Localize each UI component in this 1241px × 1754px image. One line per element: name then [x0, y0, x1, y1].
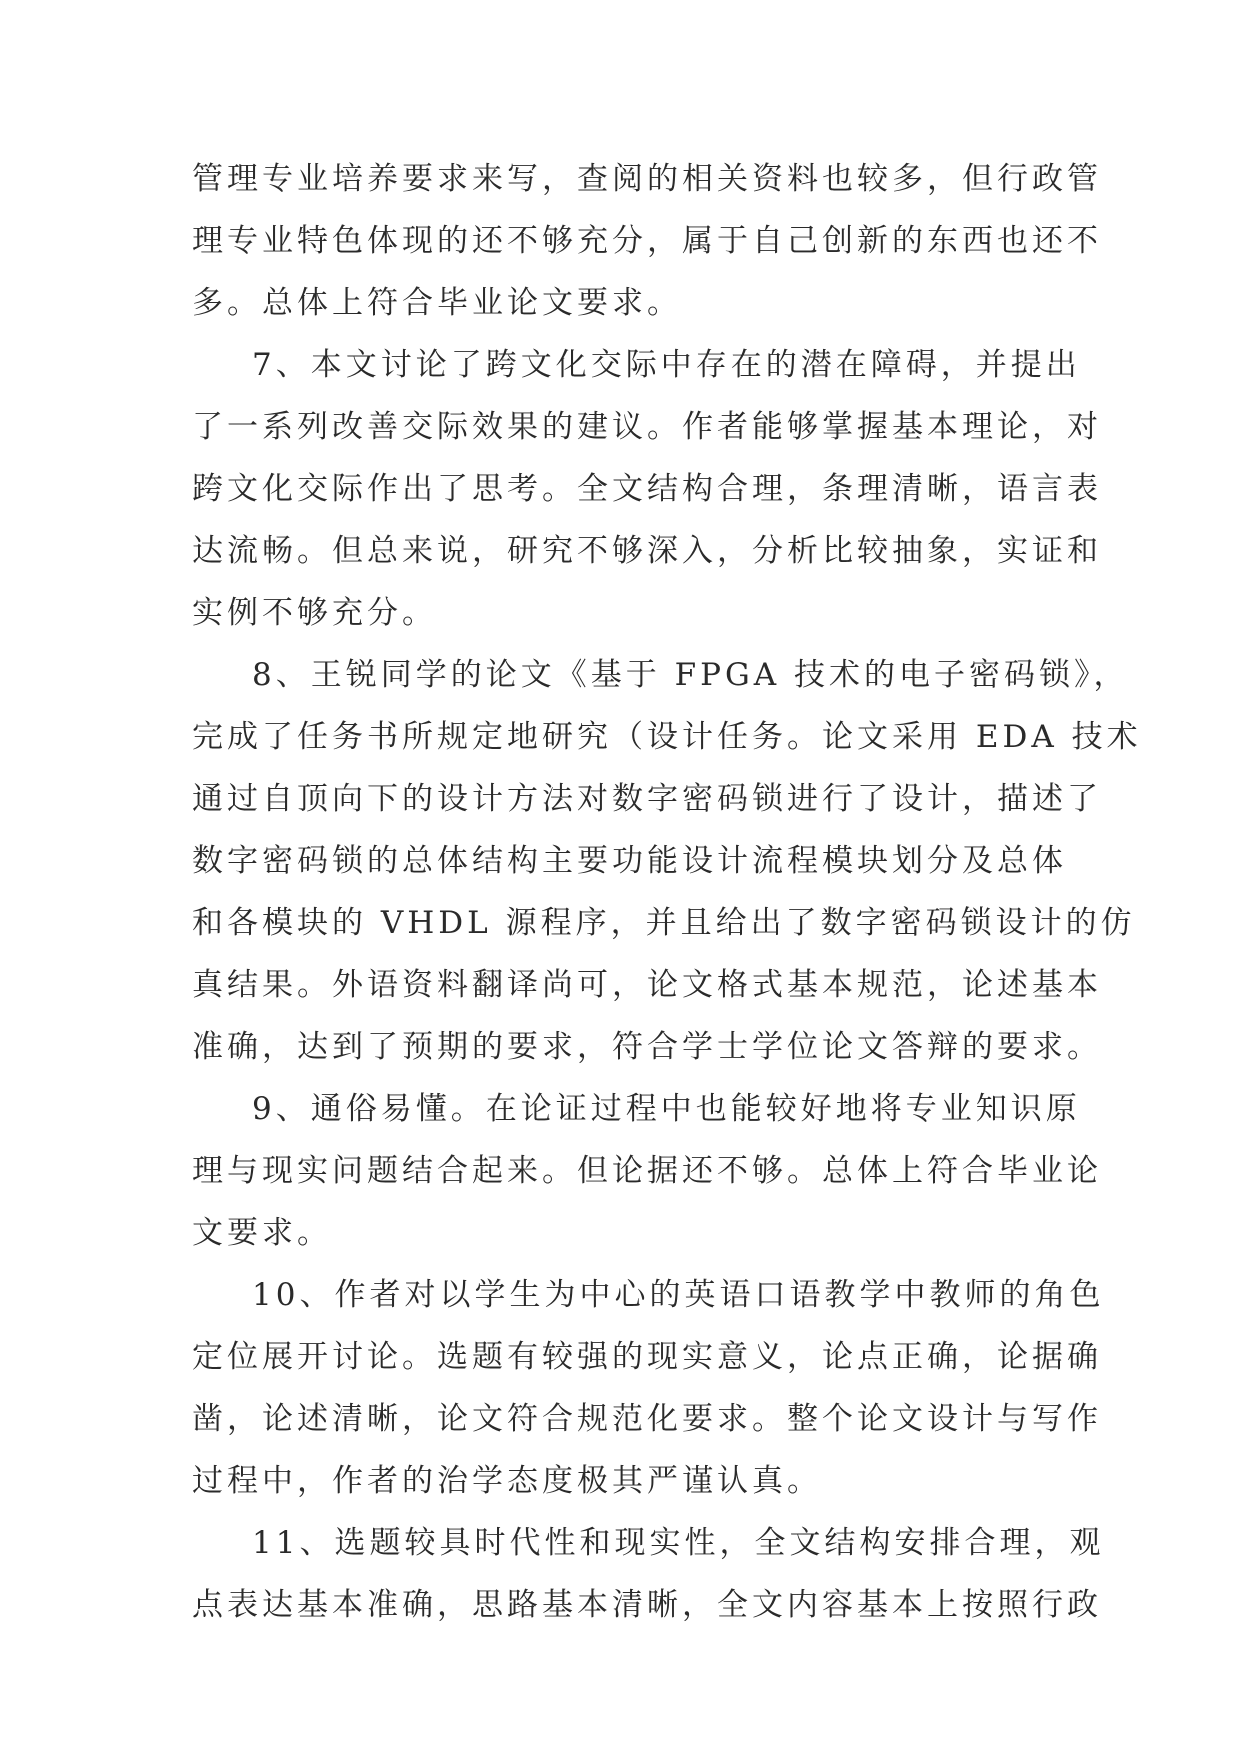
text-line: 理专业特色体现的还不够充分，属于自己创新的东西也还不 [192, 223, 1102, 259]
text-line: 达流畅。但总来说，研究不够深入，分析比较抽象，实证和 [192, 533, 1102, 569]
text-line: 定位展开讨论。选题有较强的现实意义，论点正确，论据确 [192, 1339, 1102, 1375]
text-line: 管理专业培养要求来写，查阅的相关资料也较多，但行政管 [192, 161, 1102, 197]
text-line: 数字密码锁的总体结构主要功能设计流程模块划分及总体 [192, 843, 1067, 879]
text-line: 多。总体上符合毕业论文要求。 [192, 285, 682, 321]
text-line: 了一系列改善交际效果的建议。作者能够掌握基本理论，对 [192, 409, 1102, 445]
text-line: 跨文化交际作出了思考。全文结构合理，条理清晰，语言表 [192, 471, 1102, 507]
paragraph-p9 [192, 1078, 1102, 1264]
text-line: 10、作者对以学生为中心的英语口语教学中教师的角色 [252, 1277, 1105, 1313]
document-body [192, 148, 1142, 1636]
text-line: 准确，达到了预期的要求，符合学士学位论文答辩的要求。 [192, 1029, 1102, 1065]
paragraph-p6-continued [192, 148, 1102, 334]
paragraph-p7 [192, 334, 1102, 644]
text-line: 点表达基本准确，思路基本清晰，全文内容基本上按照行政 [192, 1587, 1102, 1623]
text-line: 11、选题较具时代性和现实性，全文结构安排合理，观 [252, 1525, 1105, 1561]
text-line: 文要求。 [192, 1215, 332, 1251]
text-line: 8、王锐同学的论文《基于 FPGA 技术的电子密码锁》， [252, 657, 1129, 693]
text-line: 凿，论述清晰，论文符合规范化要求。整个论文设计与写作 [192, 1401, 1102, 1437]
text-line: 完成了任务书所规定地研究（设计任务。论文采用 EDA 技术 [192, 719, 1142, 755]
paragraph-p10 [192, 1264, 1105, 1512]
paragraph-p8 [192, 644, 1142, 1078]
text-line: 过程中，作者的治学态度极其严谨认真。 [192, 1463, 822, 1499]
text-line: 理与现实问题结合起来。但论据还不够。总体上符合毕业论 [192, 1153, 1102, 1189]
text-line: 真结果。外语资料翻译尚可，论文格式基本规范，论述基本 [192, 967, 1102, 1003]
paragraph-p11 [192, 1512, 1105, 1636]
text-line: 实例不够充分。 [192, 595, 437, 631]
text-line: 和各模块的 VHDL 源程序，并且给出了数字密码锁设计的仿 [192, 905, 1136, 941]
text-line: 通过自顶向下的设计方法对数字密码锁进行了设计，描述了 [192, 781, 1102, 817]
text-line: 9、通俗易懂。在论证过程中也能较好地将专业知识原 [252, 1091, 1081, 1127]
text-line: 7、本文讨论了跨文化交际中存在的潜在障碍，并提出 [252, 347, 1081, 383]
